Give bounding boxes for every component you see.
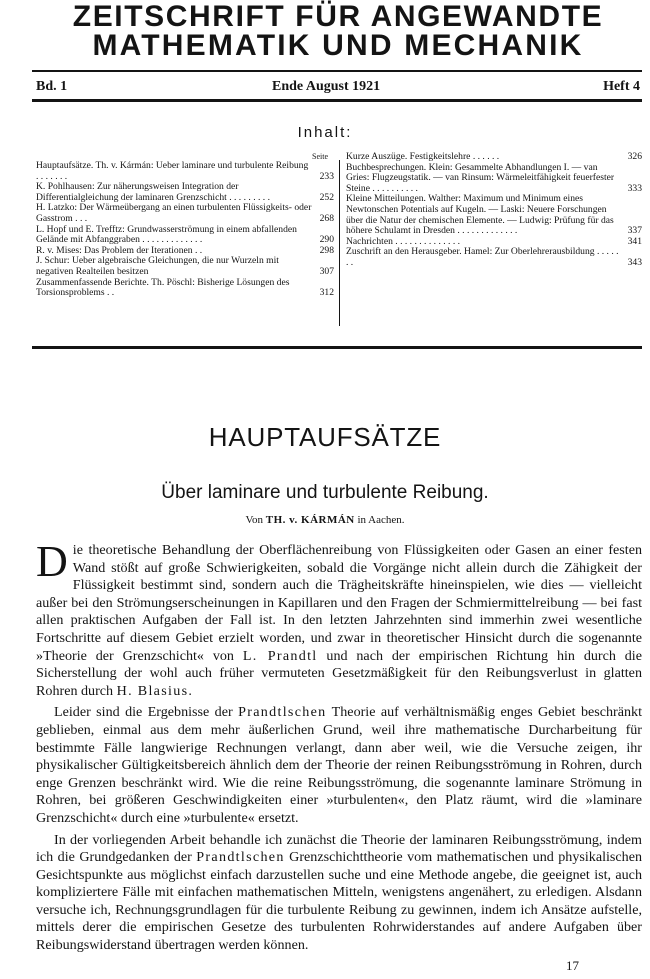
paragraph: Leider sind die Ergebnisse der Prandtlschen Theorie auf verhältnismäßig enges Gebiet beschränkt geblieben, einmal aus dem mehr äußerlichen Grund, weil ihre mathematische Durcharbeitung für bestimmte Fälle langwierige Rechnungen verlangt, dann aber weil, wie die Versuche zeigen, ihr physikalischer Gültigkeitsbereich ähnlich dem der Theorie der reinen Reibungsströmung in Rohren, durch enge Grenzen beschränkt wird. Wie die reine Reibungsströmung, die sogenannte laminare Strömung in Rohren, bei größeren Geschwindigkeiten einer »turbulenten«, den Platz räumt, wird die »laminare Grenzschicht« durch eine »turbulente« ersetzt.	[36, 704, 642, 826]
byline-prefix: Von	[245, 514, 263, 526]
toc-entry: Zuschrift an den Herausgeber. Hamel: Zur Oberlehrerausbildung . . . . . . . 343	[346, 246, 642, 268]
toc-right-column	[346, 152, 642, 269]
volume-label: Bd. 1	[36, 79, 68, 94]
toc-entry: Nachrichten . . . . . . . . . . . . . . 341	[346, 235, 642, 247]
toc-entry: Kleine Mitteilungen. Walther: Maximum und Minimum eines Newtonschen Potentials auf Kugeln. — Laski: Neuere Forschungen über die Natur der chemischen Elemente. — Ludwig: Prüfung für das höhere Schulamt in Dresden . . . . . . . . . . . . . 337	[346, 193, 642, 237]
masthead-rule	[32, 70, 642, 72]
toc-entry: Buchbesprechungen. Klein: Gesammelte Abhandlungen I. — van Gries: Flugzeugstatik. — van Rinsum: Wärmeleitfähigkeit feuerfester Steine . . . . . . . . . . 333	[346, 161, 642, 194]
drop-cap: D	[36, 537, 68, 586]
article-body	[36, 537, 643, 959]
paragraph: Die theoretische Behandlung der Oberflächenreibung von Flüssigkeiten oder Gasen an einer festen Wand stößt auf große Schwierigkeiten, sobald die Vorgänge nicht allein durch die Zähigkeit der Flüssigkeit bestimmt sind, sondern auch die Trägheitskräfte hineinspielen, wie dies — vielleicht außer bei den Strömungserscheinungen in Kapillaren und den Fragen der Schmiermittelreibung — bei fast allen praktischen Aufgaben der Fall ist. In den letzten Jahrzehnten sind immerhin zwei wesentliche Fortschritte auf diesem Gebiet erzielt worden, und zwar in theoretischer Hinsicht durch die sogenannte »Theorie der Grenzschicht« von L. Prandtl und nach der empirischen Richtung hin durch die Sicherstellung der wohl auch früher vermuteten Gesetzmäßigkeit für den Reibungsverlust in glatten Rohren durch H. Blasius.	[36, 537, 642, 699]
toc-entry: Zusammenfassende Berichte. Th. Pöschl: Bisherige Lösungen des Torsionsproblems . . 312	[36, 276, 334, 299]
byline	[0, 514, 650, 526]
toc-entry: K. Pohlhausen: Zur näherungsweisen Integration der Differentialgleichung der laminaren Grenzschicht . . . . . . . . . 252	[36, 181, 334, 203]
toc-left-column	[36, 152, 334, 299]
journal-masthead	[32, 2, 644, 60]
toc-entry: Kurze Auszüge. Festigkeitslehre . . . . . . 326	[346, 151, 642, 162]
toc-entry: L. Hopf und E. Trefftz: Grundwasserströmung in einem abfallenden Gelände mit Abfanggraben . . . . . . . . . . . . . 290	[36, 223, 334, 246]
issue-number: Heft 4	[603, 79, 640, 94]
issue-date: Ende August 1921	[272, 79, 381, 94]
toc-entry: J. Schur: Ueber algebraische Gleichungen, die nur Wurzeln mit negativen Realteilen besitzen 307	[36, 255, 334, 277]
toc-entry: H. Latzko: Der Wärmeübergang an einen turbulenten Flüssigkeits- oder Gasstrom . . . 268	[36, 202, 334, 224]
author-location: in Aachen.	[357, 514, 405, 526]
toc-title: Inhalt:	[297, 124, 353, 141]
author-name: TH. v. KÁRMÁN	[265, 514, 355, 526]
toc-entry: Hauptaufsätze. Th. v. Kármán: Ueber laminare und turbulente Reibung . . . . . . . 233	[36, 160, 334, 182]
paragraph: In der vorliegenden Arbeit behandle ich zunächst die Theorie der laminaren Reibungsströmung, indem ich die Grundgedanken der Prandtlschen Grenzschichttheorie vom mathematischen und physikalischen Gesichtspunkte aus möglichst einfach darzustellen suche und eine Methode angebe, die geeignet ist, auch kompliziertere Fälle mit einfachen mathematischen Mitteln, wenigstens angenähert, zu erledigen. Alsdann versuche ich, Rechnungsgrundlagen für die turbulente Reibung zu gewinnen, indem ich Ansätze aufstelle, mittels derer die empirischen Gesetze des turbulenten Rohrwiderstandes auf andere Aufgaben über Reibungswiderstand übertragen werden können.	[36, 831, 643, 954]
article-title: Über laminare und turbulente Reibung.	[161, 482, 489, 503]
issue-line	[36, 79, 640, 95]
masthead-line-2: MATHEMATIK UND MECHANIK	[92, 29, 584, 62]
masthead-line-1: ZEITSCHRIFT FÜR ANGEWANDTE	[72, 0, 604, 33]
toc-entry: R. v. Mises: Das Problem der Iterationen . . 298	[36, 244, 334, 256]
section-heading: HAUPTAUFSÄTZE	[208, 422, 442, 452]
issue-rule	[32, 99, 642, 102]
toc-column-divider	[339, 160, 340, 326]
toc-rule	[32, 346, 642, 349]
page-folio: 17	[566, 958, 579, 973]
toc-page-label: Seite	[312, 152, 328, 161]
